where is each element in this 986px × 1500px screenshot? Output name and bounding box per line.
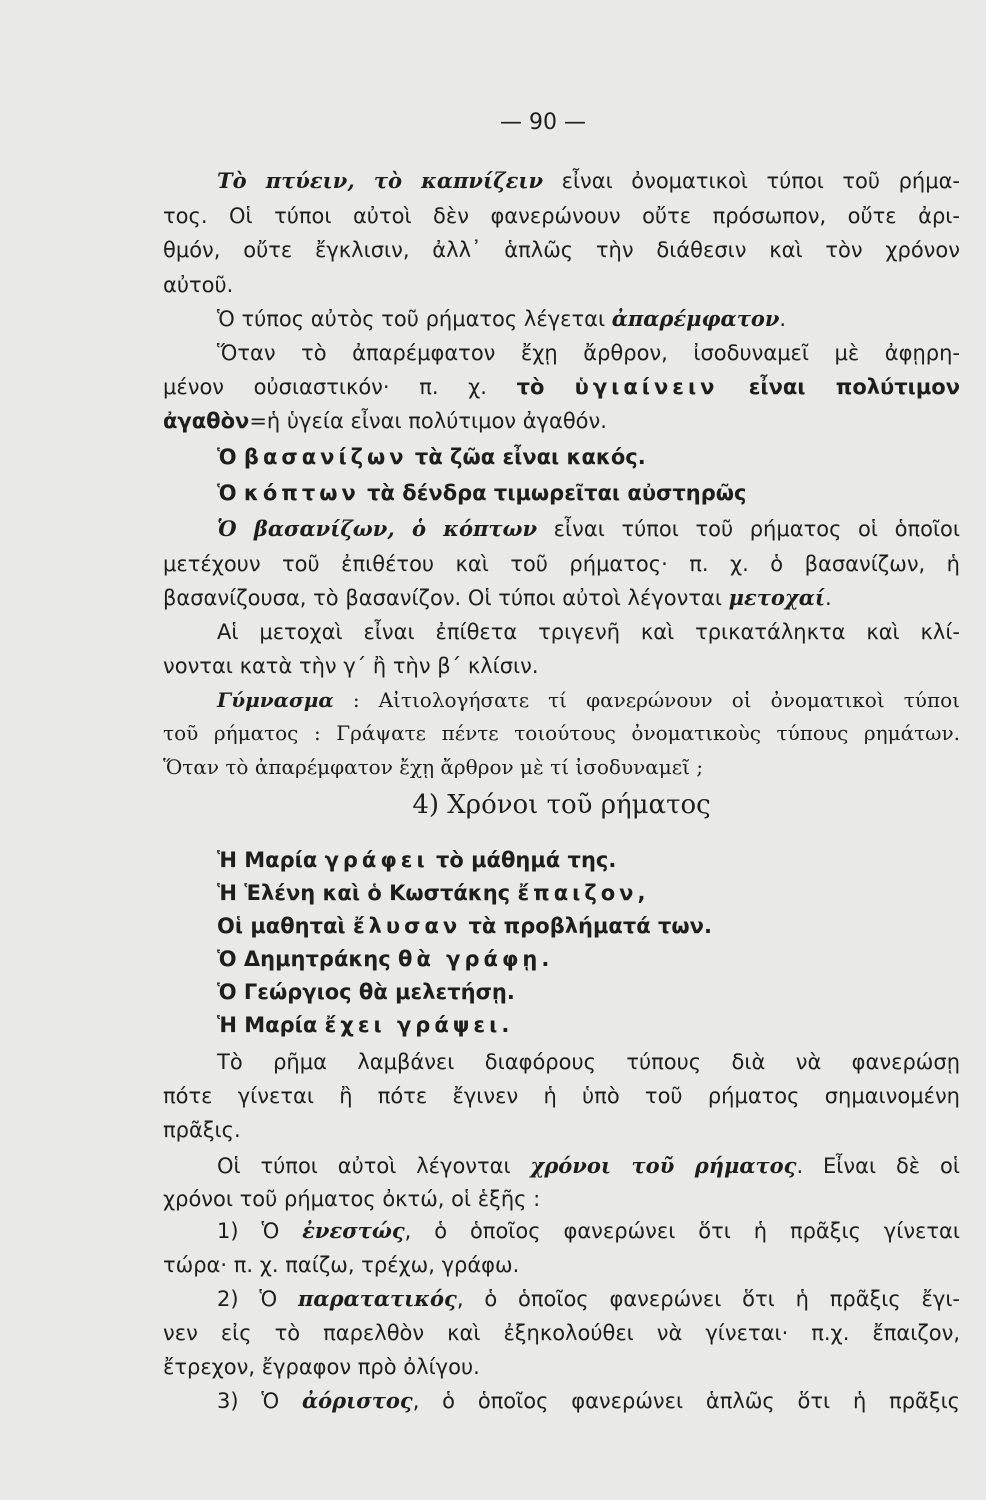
text-line [163,406,960,438]
text-span: , ὁ ὁποῖος φανερώνει ὅτι ἡ πρᾶξις ἔγι- [456,1287,961,1311]
text-span: Ὁ Δημητράκης [217,947,399,971]
text-line: θμόν, οὔτε ἔγκλισιν, ἀλλ᾿ ἁπλῶς τὴν διάθεσιν καὶ τὸν χρόνον [163,238,960,262]
text-span: Οἱ τύποι αὐτοὶ λέγονται [217,1154,531,1178]
text-span: 1) Ὁ [217,1219,303,1243]
text-line: τος. Οἱ τύποι αὐτοὶ δὲν φανερώνουν οὔτε πρόσωπον, οὔτε ἀρι- [163,204,960,228]
text-span: . [825,586,832,610]
italic-term: μετοχαί [728,585,826,610]
text-span: Ἡ Μαρία [217,1013,325,1037]
example-sentence [217,1010,960,1042]
spaced-term: ἔπαιζον [517,881,638,905]
text-span: . [779,307,787,331]
text-line: τώρα· π. χ. παίζω, τρέχω, γράφω. [163,1253,520,1277]
text-span: Ἡ Μαρία [217,848,325,872]
list-item [217,1216,960,1248]
exercise-line: τοῦ ρήματος : Γράψατε πέντε τοιούτους ὀνοματικοὺς τύπους ρημάτων. [163,721,960,745]
text-line: αὐτοῦ. [163,273,234,297]
text-line: νονται κατὰ τὴν γ΄ ἢ τὴν β΄ κλίσιν. [163,654,539,678]
text-span: , ὁ ὁποῖος φανερώνει ὅτι ἡ πρᾶξις γίνεται [404,1219,960,1243]
italic-term: ἐνεστώς [302,1218,405,1243]
spaced-term: γράφει [324,848,429,872]
text-line: Αἱ μετοχαὶ εἶναι ἐπίθετα τριγενῆ καὶ τρικατάληκτα καὶ κλί- [217,620,960,644]
spaced-term: ὑγιαίνειν [574,375,719,399]
bold-span: τὸ [516,375,575,399]
example-sentence [217,977,960,1009]
exercise-line: Ὅταν τὸ ἀπαρέμφατον ἔχῃ ἄρθρον μὲ τί ἰσοδυναμεῖ ; [163,755,704,779]
text-span: Ἡ Ἑλένη καὶ ὁ Κωστάκης [217,881,518,905]
text-span: 2) Ὁ [217,1287,299,1311]
exercise-label: Γύμνασμα [217,688,334,712]
text-span: τὰ ζῶα εἶναι κακός. [407,445,646,469]
text-span: εἶναι ὀνοματικοὶ τύποι τοῦ ρήμα- [543,169,960,193]
exercise-line [217,685,960,717]
text-span: , ὁ ὁποῖος φανερώνει ἁπλῶς ὅτι ἡ πρᾶξις [412,1389,961,1413]
text-line: πότε γίνεται ἢ πότε ἔγινεν ἡ ὑπὸ τοῦ ρήματος σημαινομένη [163,1084,960,1108]
example-sentence [217,845,960,877]
italic-term: χρόνοι τοῦ ρήματος [530,1153,797,1178]
text-line [217,514,960,546]
text-span: τὰ δένδρα τιμωρεῖται αὐστηρῶς [359,481,747,505]
example-sentence [217,944,960,976]
example-sentence [217,442,960,474]
text-span: βασανίζουσα, τὸ βασανίζον. Οἱ τύποι αὐτοὶ λέγονται [163,586,729,610]
text-span: 3) Ὁ [217,1389,302,1413]
text-line [217,166,960,198]
section-heading: 4) Χρόνοι τοῦ ρήματος [412,790,711,820]
text-span: : Αἰτιολογήσατε τί φανερώνουν οἱ ὀνοματικοὶ τύποι [333,688,960,712]
text-line: πρᾶξις. [163,1118,241,1142]
italic-term: ἀόριστος [301,1388,413,1413]
text-line [217,1151,960,1183]
text-span: Ὁ [217,481,244,505]
text-span: μένον οὐσιαστικόν· π. χ. [163,375,517,399]
text-line [163,583,960,615]
text-span: Ὁ Γεώργιος θὰ μελετήσῃ. [217,980,515,1004]
text-span: Οἱ μαθηταὶ [217,914,353,938]
bold-span: εἶναι πολύτιμον [718,375,961,399]
text-span: εἶναι τύποι τοῦ ρήματος οἱ ὁποῖοι [537,517,960,541]
text-span: =ἡ ὑγεία εἶναι πολύτιμον ἀγαθόν. [249,409,607,433]
bold-span: ἀγαθὸν [163,409,250,433]
text-span: τὰ προβλήματά των. [461,914,712,938]
spaced-term: κόπτων [243,481,360,505]
list-item [217,1284,960,1316]
text-line: νεν εἰς τὸ παρελθὸν καὶ ἐξηκολούθει νὰ γίνεται· π.χ. ἔπαιζον, [163,1321,960,1345]
spaced-term: βασανίζων [243,445,408,469]
text-line: Τὸ ρῆμα λαμβάνει διαφόρους τύπους διὰ νὰ φανερώσῃ [217,1050,960,1074]
page-number: — 90 — [500,110,586,135]
text-span: . Εἶναι δὲ οἱ [796,1154,960,1178]
italic-term: παρατατικός [298,1286,457,1311]
text-span: Ὁ τύπος αὐτὸς τοῦ ρήματος λέγεται [217,307,612,331]
example-sentence [217,878,960,910]
text-span: . [541,947,550,971]
example-sentence [217,911,960,943]
text-span: τὸ μάθημά της. [428,848,617,872]
example-sentence [217,478,960,510]
text-span: . [501,1013,510,1037]
text-line [217,304,960,336]
italic-term: Τὸ πτύειν, τὸ καπνίζειν [217,168,544,193]
text-line: ἔτρεχον, ἔγραφον πρὸ ὀλίγου. [163,1355,480,1379]
text-span: , [637,881,646,905]
spaced-term: ἔχει γράψει [324,1013,502,1037]
text-line: μετέχουν τοῦ ἐπιθέτου καὶ τοῦ ρήματος· π. χ. ὁ βασανίζων, ἡ [163,552,960,576]
italic-term: Ὁ βασανίζων, ὁ κόπτων [217,516,538,541]
spaced-term: θὰ γράφῃ [398,947,542,971]
text-line: Ὅταν τὸ ἀπαρέμφατον ἔχῃ ἄρθρον, ἰσοδυναμεῖ μὲ ἀφῃρη- [217,341,960,365]
text-line [163,372,960,404]
text-line: χρόνοι τοῦ ρήματος ὀκτώ, οἱ ἑξῆς : [163,1187,541,1211]
spaced-term: ἔλυσαν [352,914,462,938]
list-item [217,1386,960,1418]
italic-term: ἀπαρέμφατον [611,306,780,331]
text-span: Ὁ [217,445,244,469]
